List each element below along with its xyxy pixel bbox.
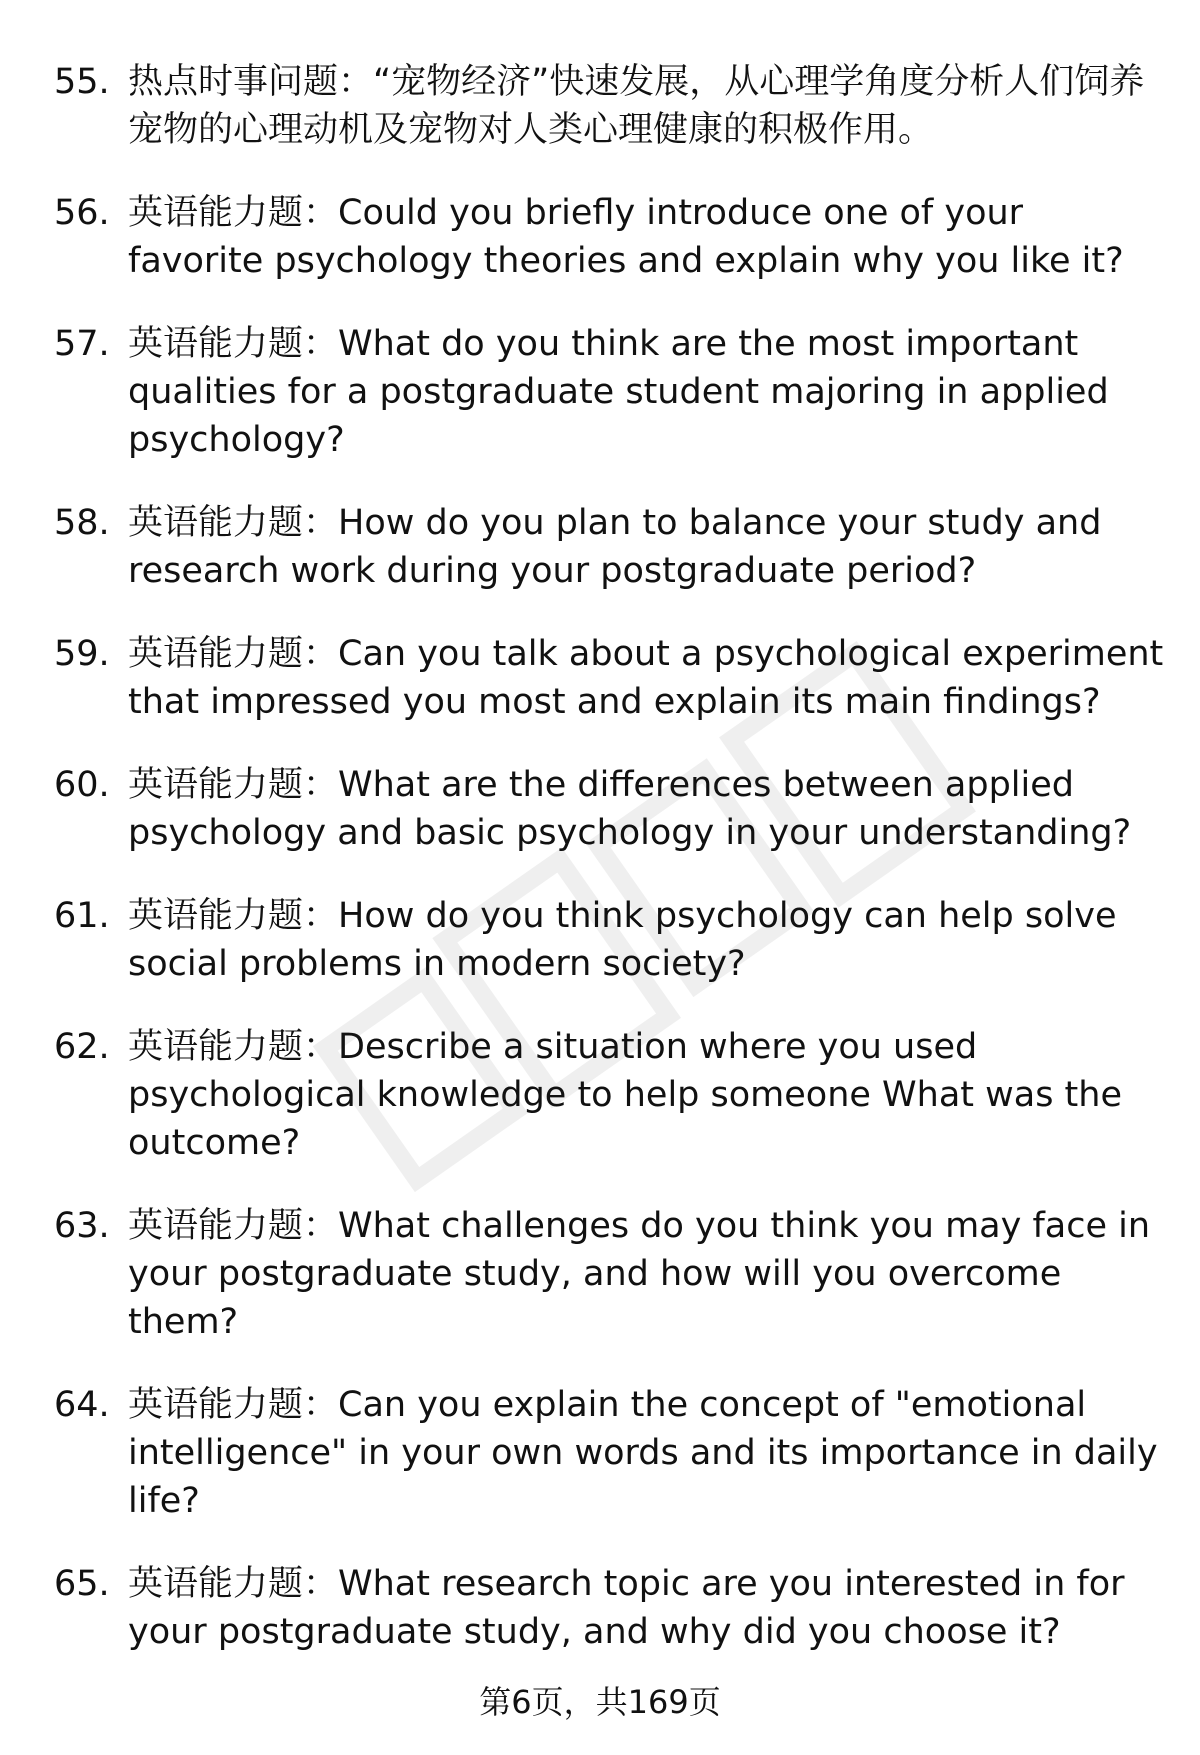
question-list — [0, 58, 1200, 1691]
page-footer — [0, 1682, 1200, 1722]
question-item — [0, 892, 1200, 988]
question-item — [0, 499, 1200, 595]
question-text: 英语能力题：What challenges do you think you may face in your postgraduate study, and how will you overcome them? — [128, 1206, 1151, 1342]
question-item — [0, 1202, 1200, 1346]
question-text: 英语能力题：Can you explain the concept of "emotional intelligence" in your own words and its importance in daily life? — [128, 1385, 1158, 1521]
question-text: 英语能力题：What do you think are the most important qualities for a postgraduate student majoring in applied psychology? — [128, 324, 1109, 460]
question-number: 64. — [54, 1385, 110, 1425]
question-item — [0, 189, 1200, 285]
question-text: 英语能力题：What are the differences between applied psychology and basic psychology in your understanding? — [128, 765, 1132, 853]
question-text: 英语能力题：Could you briefly introduce one of your favorite psychology theories and explain why you like it? — [128, 193, 1124, 281]
question-number: 57. — [54, 324, 110, 364]
question-number: 58. — [54, 503, 110, 543]
question-number: 59. — [54, 634, 110, 674]
question-number: 56. — [54, 193, 110, 233]
question-item — [0, 58, 1200, 154]
question-text: 英语能力题：Can you talk about a psychological experiment that impressed you most and explain its main findings? — [128, 634, 1164, 722]
question-number: 55. — [54, 62, 110, 102]
question-item — [0, 630, 1200, 726]
question-number: 60. — [54, 765, 110, 805]
question-item — [0, 1381, 1200, 1525]
question-item — [0, 1023, 1200, 1167]
question-number: 61. — [54, 896, 110, 936]
question-item — [0, 761, 1200, 857]
question-text: 英语能力题：Describe a situation where you used psychological knowledge to help someone What was the outcome? — [128, 1027, 1122, 1163]
question-number: 63. — [54, 1206, 110, 1246]
question-text: 热点时事问题：“宠物经济”快速发展，从心理学角度分析人们饲养宠物的心理动机及宠物对人类心理健康的积极作用。 — [128, 62, 1145, 150]
question-item — [0, 1560, 1200, 1656]
question-text: 英语能力题：How do you think psychology can help solve social problems in modern society? — [128, 896, 1117, 984]
question-number: 65. — [54, 1564, 110, 1604]
question-number: 62. — [54, 1027, 110, 1067]
question-item — [0, 320, 1200, 464]
question-text: 英语能力题：What research topic are you interested in for your postgraduate study, and why did you choose it? — [128, 1564, 1125, 1652]
question-text: 英语能力题：How do you plan to balance your study and research work during your postgraduate period? — [128, 503, 1102, 591]
page-number-label: 第6页，共169页 — [479, 1683, 721, 1721]
